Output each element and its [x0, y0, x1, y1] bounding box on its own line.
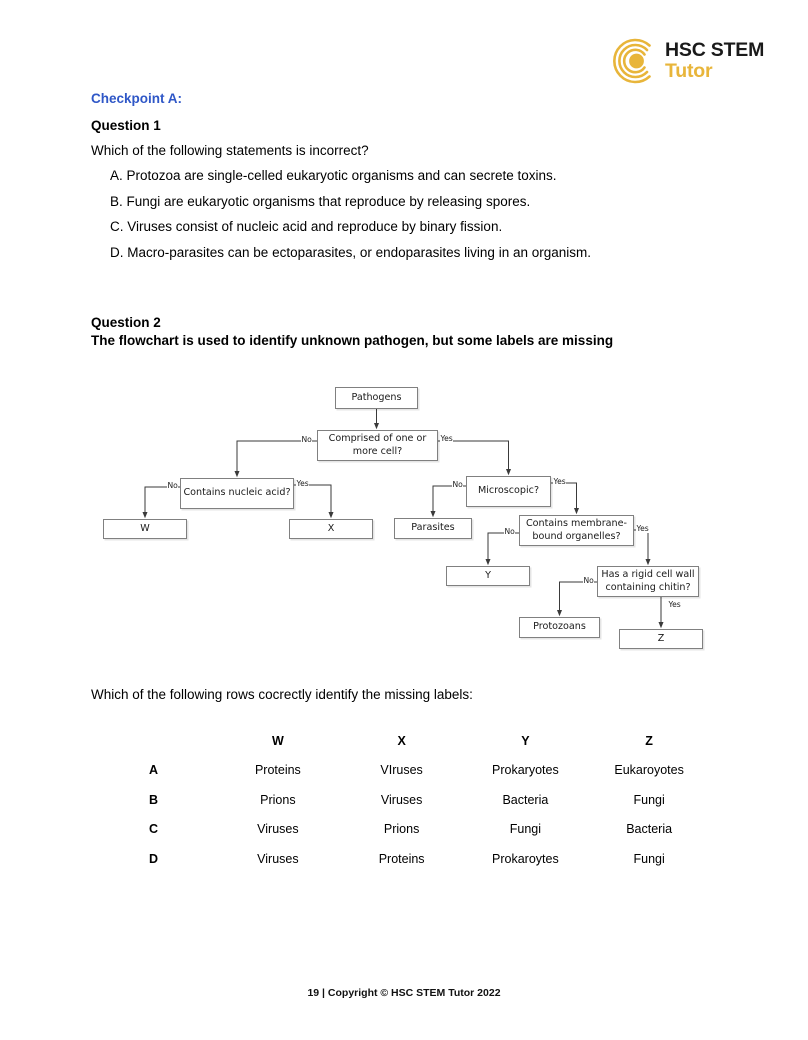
flowchart-edge-label-microscopic-yes: Yes [553, 477, 566, 486]
question-2-subtitle: The flowchart is used to identify unknown pathogen, but some labels are missing [91, 333, 614, 348]
flowchart-node-x-label: X [289, 519, 373, 539]
answer-cell: VIruses [380, 763, 423, 778]
answer-options-table [91, 726, 711, 874]
answer-row-label: C [148, 822, 159, 837]
question-1-option-list [110, 168, 730, 270]
answer-cell: Prions [383, 822, 420, 837]
answer-table-row[interactable] [91, 844, 711, 874]
answer-table-header-row [91, 726, 711, 756]
answer-table-row[interactable] [91, 815, 711, 845]
answer-table-row[interactable] [91, 756, 711, 786]
answer-cell: Prokaryotes [492, 763, 559, 778]
question-1-option-d: D. Macro-parasites can be ectoparasites, or endoparasites living in an organism. [110, 244, 591, 260]
flowchart-edge-label-one-cell-no: No [301, 435, 312, 444]
flowchart-edge-label-chitin-no: No [583, 576, 594, 585]
answer-cell: Eukaroyotes [614, 763, 684, 778]
question-2-title: Question 2 [91, 315, 161, 330]
answer-table-stem: Which of the following rows cocrectly identify the missing labels: [91, 687, 473, 702]
hsc-stem-tutor-swirl-icon [612, 38, 658, 84]
question-1-stem: Which of the following statements is incorrect? [91, 143, 369, 158]
answer-cell: Proteins [254, 763, 301, 778]
answer-cell: Fungi [509, 822, 542, 837]
answer-row-label: A [148, 763, 159, 778]
question-1-title: Question 1 [91, 118, 161, 133]
answer-table-header-x: X [397, 733, 406, 748]
answer-cell: Prions [260, 792, 296, 807]
answer-cell: Bacteria [626, 822, 673, 837]
answer-table-header-y: Y [521, 733, 530, 748]
flowchart-node-microscopic: Microscopic? [466, 476, 551, 507]
answer-cell: Viruses [380, 792, 423, 807]
flowchart-node-protozoans: Protozoans [519, 617, 600, 638]
brand-logo [612, 38, 764, 84]
answer-table-header-blank [91, 726, 216, 756]
answer-table-header-z: Z [645, 733, 653, 748]
flowchart-edge-label-one-cell-yes: Yes [440, 434, 453, 443]
answer-cell: Viruses [257, 822, 299, 837]
answer-cell: Proteins [378, 851, 425, 866]
flowchart-node-y-label: Y [446, 566, 530, 586]
flowchart-edge-label-nucleic-no: No [167, 481, 178, 490]
question-1-option-a: A. Protozoa are single-celled eukaryotic organisms and can secrete toxins. [110, 168, 557, 183]
flowchart-node-w-label: W [103, 519, 187, 539]
answer-cell: Bacteria [502, 792, 549, 807]
answer-cell: Fungi [633, 792, 665, 807]
answer-cell: Prokaroytes [492, 851, 559, 866]
flowchart-edge-label-microscopic-no: No [452, 480, 463, 489]
answer-row-label: D [148, 851, 159, 866]
question-1-option-b: B. Fungi are eukaryotic organisms that reproduce by releasing spores. [110, 193, 531, 209]
flowchart-node-contains-nucleic-acid: Contains nucleic acid? [180, 478, 294, 509]
question-1-option-c: C. Viruses consist of nucleic acid and reproduce by binary fission. [110, 219, 503, 234]
flowchart-node-one-or-more-cell: Comprised of one or more cell? [317, 430, 438, 461]
checkpoint-heading: Checkpoint A: [91, 91, 182, 106]
flowchart-node-rigid-cell-wall-chitin: Has a rigid cell wall containing chitin? [597, 566, 699, 597]
flowchart-node-membrane-bound-organelles: Contains membrane-bound organelles? [519, 515, 634, 546]
page-footer: 19 | Copyright © HSC STEM Tutor 2022 [307, 987, 501, 999]
logo-title-line1: HSC STEM [665, 39, 765, 61]
answer-row-label: B [148, 792, 159, 807]
answer-table-row[interactable] [91, 785, 711, 815]
flowchart-node-pathogens: Pathogens [335, 387, 418, 409]
answer-cell: Viruses [257, 851, 299, 866]
answer-table-header-w: W [271, 733, 284, 748]
flowchart-edge-label-chitin-yes: Yes [668, 600, 681, 609]
flowchart-edge-label-membrane-yes: Yes [636, 524, 649, 533]
logo-title-line2: Tutor [665, 59, 713, 82]
flowchart-edge-label-nucleic-yes: Yes [296, 479, 309, 488]
flowchart-node-parasites: Parasites [394, 518, 472, 539]
answer-cell: Fungi [633, 851, 665, 866]
flowchart-edge-label-membrane-no: No [504, 527, 515, 536]
flowchart-node-z-label: Z [619, 629, 703, 649]
